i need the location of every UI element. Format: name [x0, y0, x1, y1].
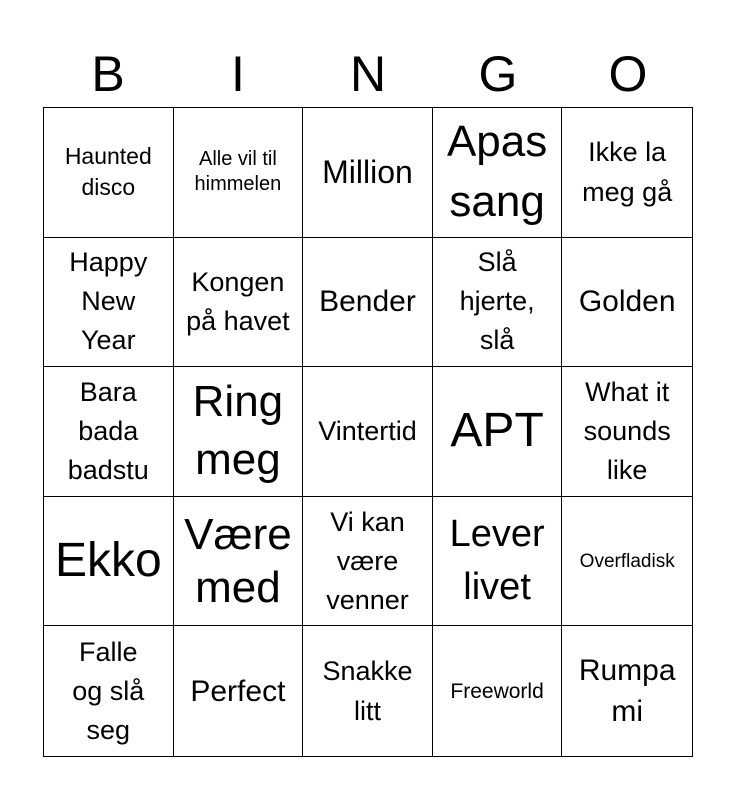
bingo-cell[interactable] [562, 108, 692, 238]
bingo-cell[interactable] [433, 626, 563, 756]
cell-label: Million [322, 154, 413, 191]
cell-label: Happy New Year [69, 247, 148, 356]
cell-label: Bender [319, 285, 416, 319]
bingo-cell[interactable] [562, 497, 692, 627]
cell-label: Ikke la meg gå [582, 137, 673, 208]
bingo-cell[interactable] [44, 626, 174, 756]
bingo-cell[interactable] [44, 367, 174, 497]
cell-label: Apas sang [446, 117, 548, 227]
cell-label: Rumpa mi [578, 654, 676, 729]
cell-label: Ekko [54, 534, 162, 588]
header-letter-o: O [608, 46, 648, 102]
cell-label: Golden [578, 285, 676, 319]
bingo-cell[interactable] [303, 367, 433, 497]
cell-label: Bara bada badstu [67, 376, 149, 485]
bingo-cell[interactable] [433, 108, 563, 238]
bingo-cell[interactable] [433, 238, 563, 368]
bingo-cell[interactable] [174, 497, 304, 627]
cell-label: Snakke litt [322, 656, 413, 727]
cell-label: Kongen på havet [186, 266, 290, 336]
bingo-cell[interactable] [562, 238, 692, 368]
bingo-cell[interactable] [174, 367, 304, 497]
cell-label: Perfect [190, 674, 286, 708]
bingo-header [43, 40, 693, 108]
bingo-cell[interactable] [303, 497, 433, 627]
cell-label: Være med [184, 510, 292, 613]
bingo-cell[interactable] [562, 367, 692, 497]
cell-label: Freeworld [450, 679, 544, 703]
bingo-cell[interactable] [303, 108, 433, 238]
cell-label: Haunted disco [64, 143, 152, 201]
bingo-cell[interactable] [303, 238, 433, 368]
bingo-cell[interactable] [433, 497, 563, 627]
bingo-cell[interactable] [174, 626, 304, 756]
cell-label: Slå hjerte, slå [459, 247, 535, 356]
bingo-cell[interactable] [44, 108, 174, 238]
cell-label: Overfladisk [579, 550, 675, 572]
bingo-cell[interactable] [562, 626, 692, 756]
header-letter-i: I [231, 46, 245, 102]
bingo-cell[interactable] [433, 367, 563, 497]
bingo-cell[interactable] [44, 497, 174, 627]
cell-label: Vintertid [318, 415, 417, 446]
cell-label: Vi kan være venner [326, 506, 409, 615]
cell-label: Alle vil til himmelen [194, 148, 282, 196]
cell-label: Ring meg [192, 377, 284, 485]
bingo-cell[interactable] [174, 238, 304, 368]
header-letter-b: B [91, 46, 125, 102]
bingo-cell[interactable] [174, 108, 304, 238]
cell-label: What it sounds like [583, 376, 671, 485]
header-letter-g: G [478, 46, 518, 102]
cell-label: Falle og slå seg [72, 636, 145, 745]
bingo-grid [43, 107, 693, 757]
header-letter-n: N [349, 46, 387, 102]
bingo-cell[interactable] [44, 238, 174, 368]
cell-label: Lever livet [449, 513, 545, 609]
cell-label: APT [450, 404, 544, 458]
bingo-cell[interactable] [303, 626, 433, 756]
